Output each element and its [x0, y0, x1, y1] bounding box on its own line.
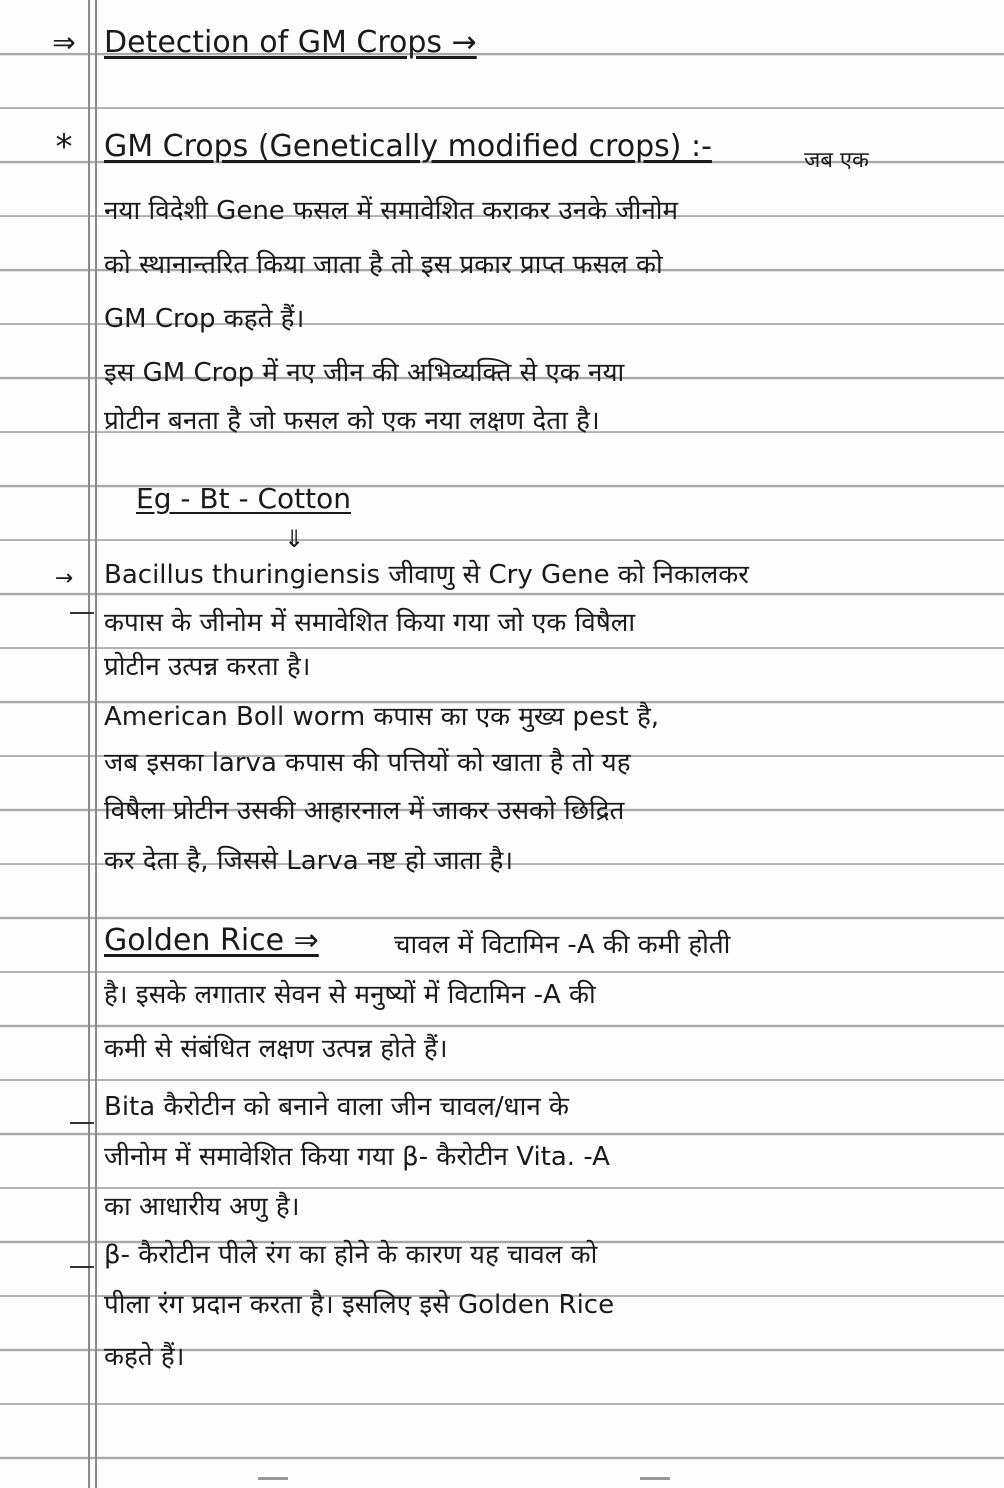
- golden-text-line-5: का आधारीय अणु है।: [104, 1192, 300, 1222]
- gm-text-line-4: इस GM Crop में नए जीन की अभिव्यक्ति से एक नया: [104, 358, 625, 388]
- golden-text-line-2: कमी से संबंधित लक्षण उत्पन्न होते हैं।: [104, 1034, 448, 1064]
- bt-text-line-2: प्रोटीन उत्पन्न करता है।: [104, 652, 311, 682]
- margin-line-outer: [88, 0, 90, 1488]
- gm-text-line-3: GM Crop कहते हैं।: [104, 304, 305, 334]
- page-heading: Detection of GM Crops →: [104, 25, 477, 60]
- bt-arrow-marker: →: [54, 566, 74, 591]
- golden-text-line-3: Bita कैरोटीन को बनाने वाला जीन चावल/धान के: [104, 1092, 570, 1122]
- golden-text-line-8: कहते हैं।: [104, 1342, 185, 1372]
- dash-mark: [70, 1122, 94, 1124]
- bt-text-line-1: कपास के जीनोम में समावेशित किया गया जो एक विषैला: [104, 608, 636, 638]
- gm-crops-title: GM Crops (Genetically modified crops) :-: [104, 129, 712, 164]
- golden-text-line-7: पीला रंग प्रदान करता है। इसलिए इसे Golden Rice: [104, 1290, 615, 1320]
- golden-text-line-0: चावल में विटामिन -A की कमी होती: [394, 930, 731, 960]
- bt-text-line-6: कर देता है, जिससे Larva नष्ट हो जाता है।: [104, 846, 514, 876]
- dash-mark: [70, 1266, 94, 1268]
- gm-text-line-0: जब एक: [804, 148, 869, 173]
- star-bullet: *: [55, 127, 73, 167]
- bt-text-line-4: जब इसका larva कपास की पत्तियों को खाता है तो यह: [104, 748, 631, 778]
- gm-text-line-1: नया विदेशी Gene फसल में समावेशित कराकर उनके जीनोम: [104, 196, 679, 226]
- example-label: Eg - Bt - Cotton: [136, 482, 351, 515]
- gm-text-line-2: को स्थानान्तरित किया जाता है तो इस प्रकार प्राप्त फसल को: [104, 250, 663, 280]
- golden-text-line-1: है। इसके लगातार सेवन से मनुष्यों में विटामिन -A की: [104, 980, 596, 1010]
- dash-mark: [70, 612, 94, 614]
- bt-text-line-5: विषैला प्रोटीन उसकी आहारनाल में जाकर उसको छिद्रित: [104, 796, 625, 826]
- bt-text-line-0: Bacillus thuringiensis जीवाणु से Cry Gene को निकालकर: [104, 560, 749, 590]
- bt-text-line-3: American Boll worm कपास का एक मुख्य pest है,: [104, 702, 660, 732]
- golden-rice-title: Golden Rice ⇒: [104, 923, 319, 958]
- down-arrow: ⇓: [284, 525, 305, 553]
- golden-text-line-4: जीनोम में समावेशित किया गया β- कैरोटीन Vita. -A: [104, 1142, 610, 1172]
- gm-text-line-5: प्रोटीन बनता है जो फसल को एक नया लक्षण देता है।: [104, 406, 600, 436]
- golden-text-line-6: β- कैरोटीन पीले रंग का होने के कारण यह चावल को: [104, 1240, 598, 1270]
- margin-line-inner: [95, 0, 97, 1488]
- heading-arrow-marker: ⇒: [52, 26, 76, 59]
- page-bottom-mark: [258, 1477, 288, 1480]
- page-bottom-mark: [640, 1477, 670, 1480]
